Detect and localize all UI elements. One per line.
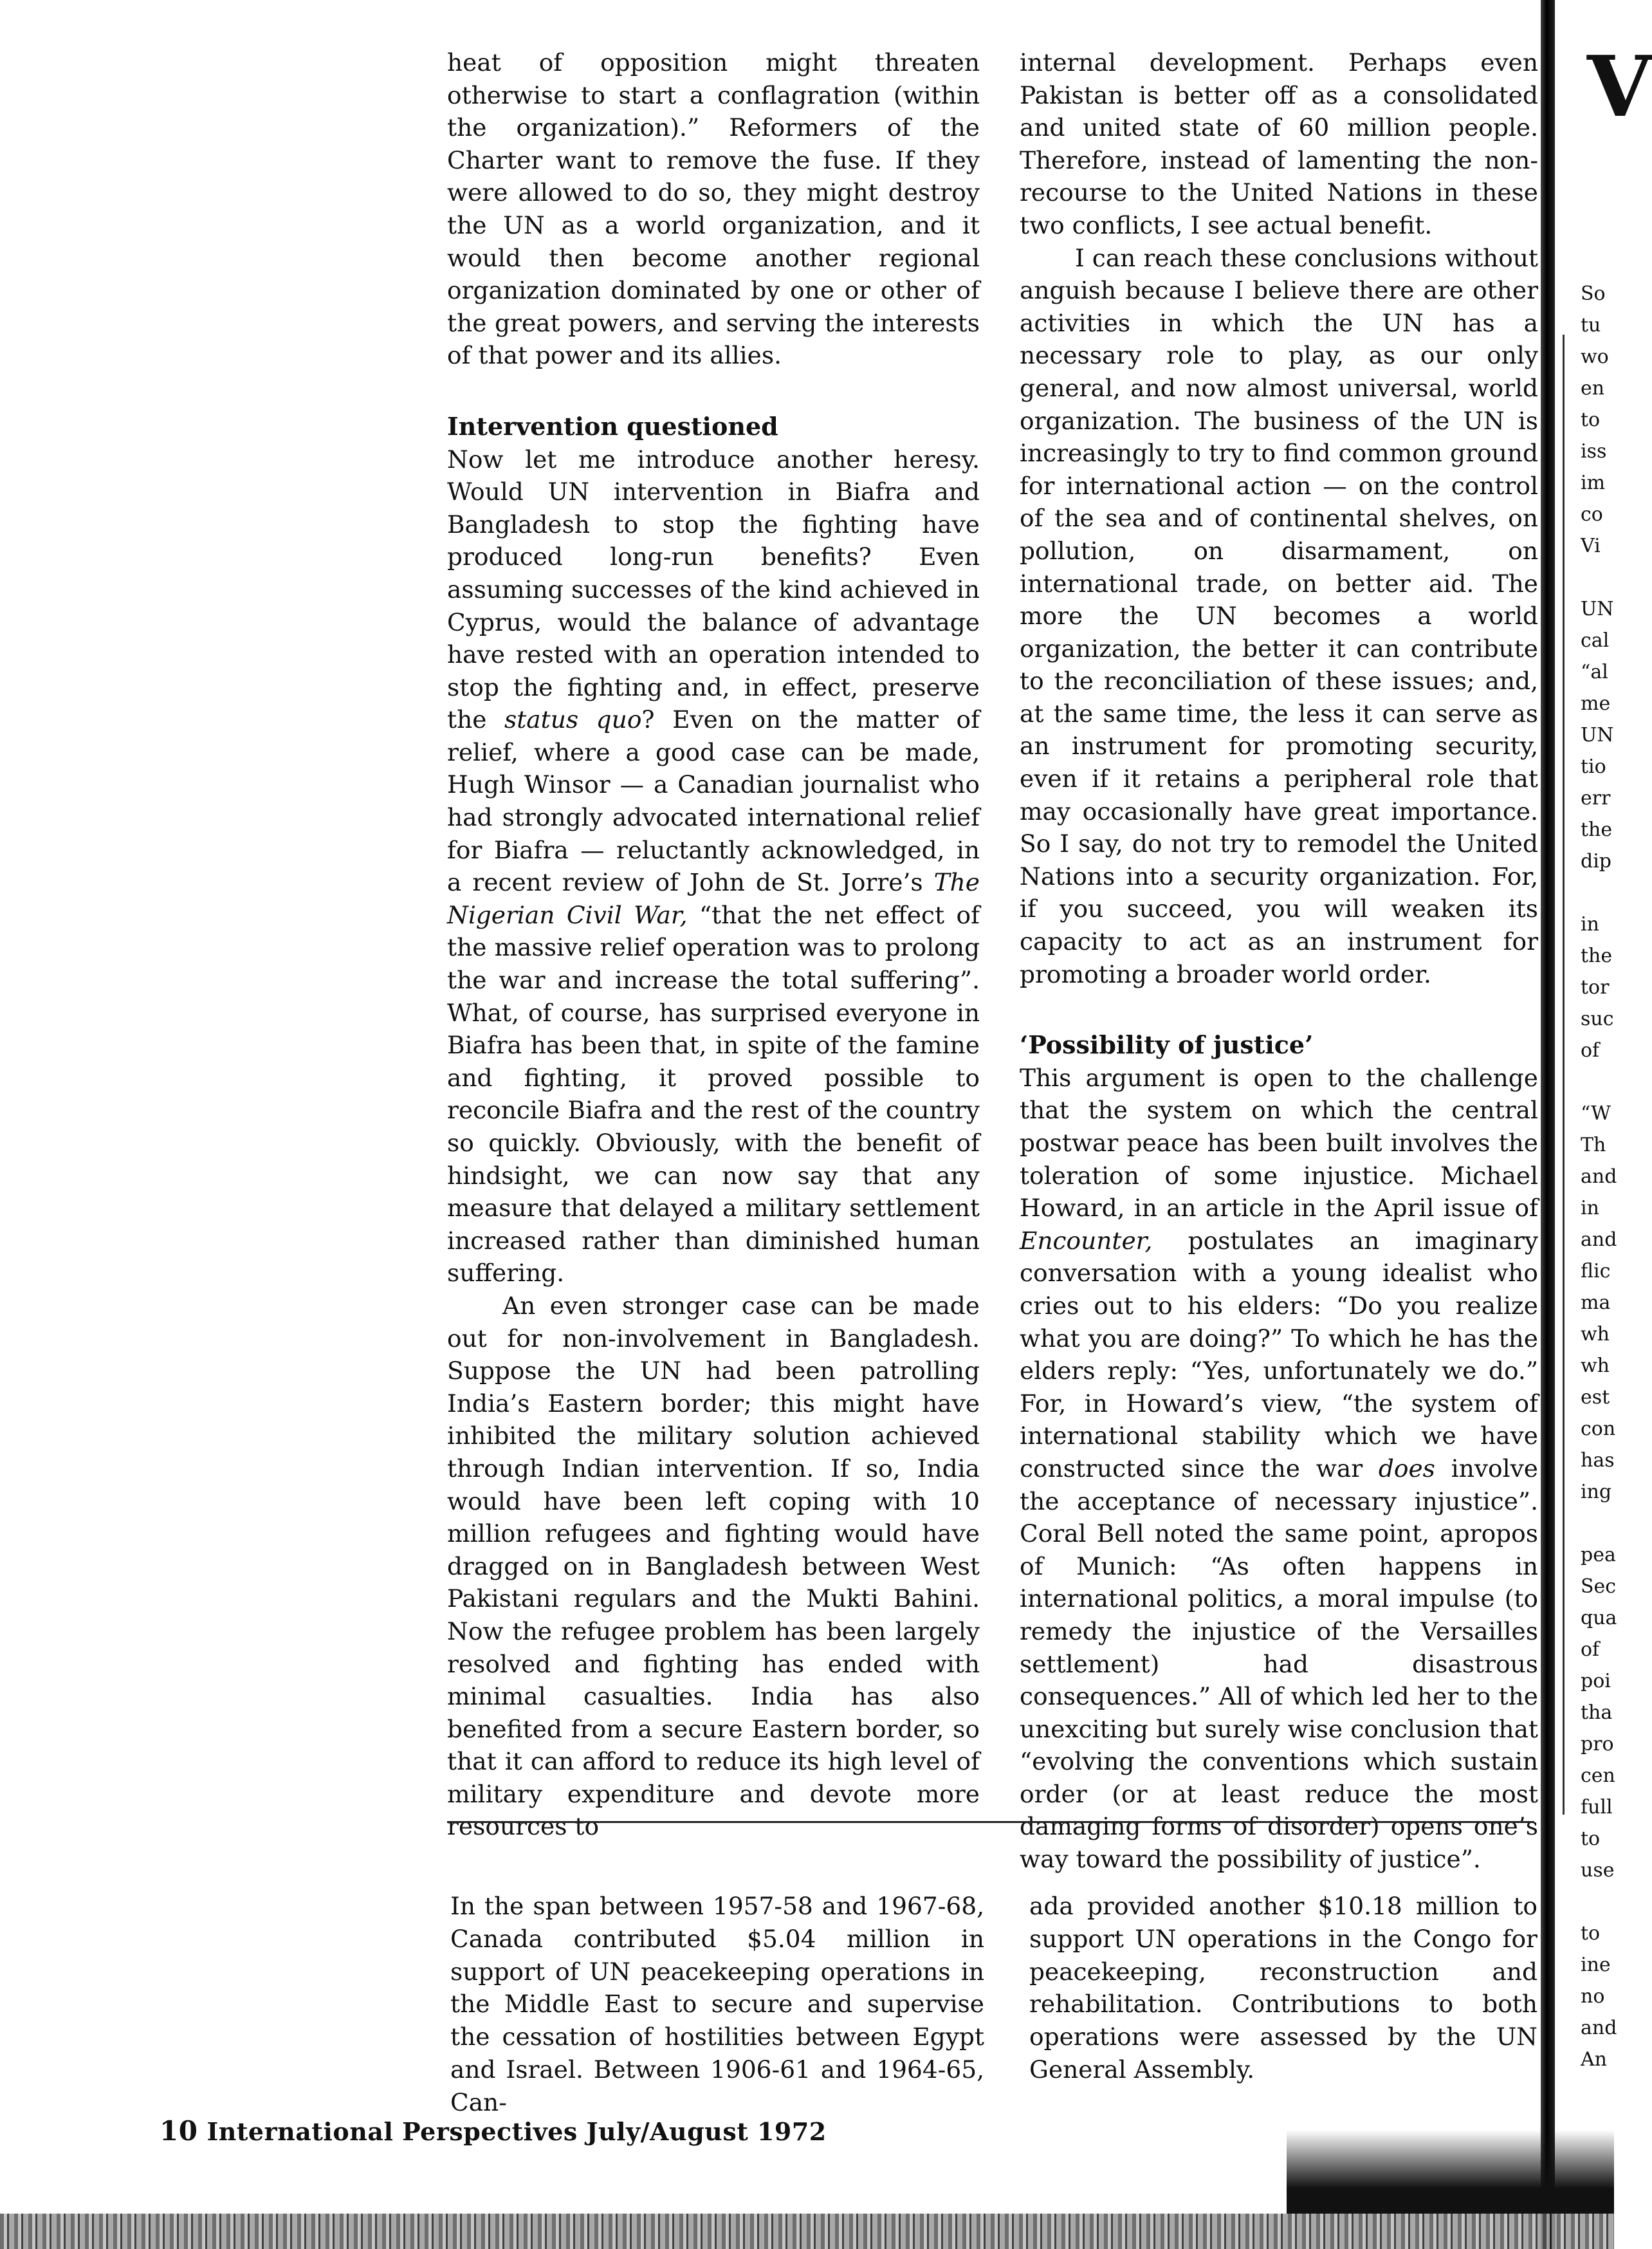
next-page-fragment-line: to — [1581, 1828, 1601, 1850]
next-page-fragment-line: pea — [1581, 1544, 1616, 1566]
right-paragraph-1: internal development. Perhaps even Pakistan is better off as a consolidated and united state of 60 million people. Therefore, instead of lamenting the non-recourse to the United Nations in these two conflicts, I see actual benefit. — [1020, 48, 1538, 239]
left-paragraph-2: Now let me introduce another heresy. Would UN intervention in Biafra and Bangladesh to stop the fighting have produced long-run benefits? Even assuming successes of the kind achieved in Cyprus, would the balance of advantage have rested with an operation intended to stop the fighting and, in effect, preserve the status quo? Even on the matter of relief, where a good case can be made, Hugh Winsor — a Canadian journalist who had strongly advocated international relief for Biafra — reluctantly acknowledged, in a recent review of John de St. Jorre’s The Nigerian Civil War, “that the net effect of the massive relief operation was to prolong the war and increase the total suffering”. What, of course, has surprised everyone in Biafra has been that, in spite of the famine and fighting, it proved possible to reconcile Biafra and the rest of the country so quickly. Obviously, with the benefit of hindsight, we can now say that any measure that delayed a military settlement increased rather than diminished human suffering. — [447, 445, 980, 1288]
next-page-fragment-line: ine — [1581, 1954, 1611, 1976]
next-page-fragment-line: “W — [1581, 1102, 1611, 1125]
heading-possibility-of-justice: ‘Possibility of justice’ — [1020, 1030, 1314, 1060]
next-page-fragment-line: to — [1581, 409, 1601, 431]
footnote-divider — [447, 1821, 1534, 1823]
next-page-fragment-line: cal — [1581, 629, 1610, 652]
next-page-fragment-line: full — [1581, 1796, 1613, 1819]
next-page-fragment-line: in — [1581, 913, 1599, 936]
next-page-fragment-line: of — [1581, 1039, 1600, 1062]
page-folio — [160, 2115, 827, 2147]
left-column — [447, 46, 980, 1843]
next-page-fragment-line: no — [1581, 1985, 1605, 2008]
next-page-fragment-line: im — [1581, 472, 1606, 494]
next-page-fragment-line: est — [1581, 1386, 1610, 1409]
next-page-fragment-line: poi — [1581, 1670, 1611, 1692]
next-page-fragment-line: “al — [1581, 661, 1608, 683]
next-page-fragment-line: iss — [1581, 440, 1607, 463]
next-page-fragment-line: in — [1581, 1197, 1599, 1219]
next-page-fragment-line: tu — [1581, 314, 1601, 337]
next-page-fragment-line: So — [1581, 282, 1606, 305]
next-page-fragment-line: and — [1581, 1165, 1617, 1188]
next-page-fragment-line: qua — [1581, 1607, 1617, 1629]
next-page-fragment-line: has — [1581, 1449, 1615, 1472]
next-page-fragment-line: and — [1581, 1228, 1617, 1251]
next-page-fragment-line: wo — [1581, 346, 1609, 368]
next-page-fragment-line: err — [1581, 787, 1611, 810]
next-page-fragment-line: of — [1581, 1638, 1600, 1661]
binding-gutter — [1541, 0, 1555, 2249]
next-page-fragment-line: the — [1581, 945, 1613, 967]
right-column — [1020, 46, 1538, 1876]
left-paragraph-1: heat of opposition might threaten otherwise to start a conflagration (within the organization).” Reformers of the Charter want to remove the fuse. If they were allowed to do so, they might destroy the UN as a world organization, and it would then become another regional organization dominated by one or other of the great powers, and serving the interests of that power and its allies. — [447, 48, 980, 370]
footnote-left: In the span between 1957-58 and 1967-68, Canada contributed $5.04 million in support of UN peacekeeping operations in the Middle East to secure and supervise the cessation of hostilities between Egypt and Israel. Between 1906-61 and 1964-65, Can- — [450, 1892, 984, 2116]
next-page-fragment-line: tio — [1581, 755, 1606, 778]
next-page-fragment-line: suc — [1581, 1008, 1614, 1030]
next-page-fragment-line: the — [1581, 819, 1613, 841]
next-page-fragment-line: tha — [1581, 1701, 1613, 1724]
next-page-fragment-line: and — [1581, 2017, 1617, 2039]
next-page-initial: V — [1587, 37, 1652, 136]
next-page-fragment-line: Vi — [1581, 535, 1601, 557]
next-page-fragment-line: Sec — [1581, 1575, 1617, 1598]
right-paragraph-3: This argument is open to the challenge that the system on which the central postwar peace has been built involves the toleration of some injustice. Michael Howard, in an article in the April issue of Encounter, postulates an imaginary conversation with a young idealist who cries out to his elders: “Do you realize what you are doing?” To which he has the elders reply: “Yes, unfortunately we do.” For, in Howard’s view, “the system of international stability which we have constructed since the war does involve the acceptance of necessary injustice”. Coral Bell noted the same point, apropos of Munich: “As often happens in international politics, a moral impulse (to remedy the injustice of the Versailles settlement) had disastrous consequences.” All of which led her to the unexciting but surely wise conclusion that “evolving the conventions which sustain order (or at least reduce the most damaging forms of disorder) opens one’s way toward the possibility of justice”. — [1020, 1063, 1538, 1874]
scan-edge — [0, 2214, 1614, 2249]
next-page-fragment-line: UN — [1581, 598, 1614, 620]
next-page-fragment-line: tor — [1581, 976, 1610, 999]
left-paragraph-3: An even stronger case can be made out for non-involvement in Bangladesh. Suppose the UN had been patrolling India’s Eastern border; this might have inhibited the military solution achieved through Indian intervention. If so, India would have been left coping with 10 million refugees and fighting would have dragged on in Bangladesh between West Pakistani regulars and the Mukti Bahini. Now the refugee problem has been largely resolved and fighting has ended with minimal casualties. India has also benefited from a secure Eastern border, so that it can afford to reduce its high level of military expenditure and devote more resources to — [447, 1291, 980, 1841]
next-page-fragment-line: ma — [1581, 1291, 1611, 1314]
running-title: International Perspectives July/August 1972 — [206, 2117, 827, 2146]
scan-shadow — [1287, 2130, 1614, 2214]
next-page-fragment-line: wh — [1581, 1323, 1610, 1346]
next-page-fragment-line: flic — [1581, 1260, 1611, 1282]
next-page-fragment-line: co — [1581, 503, 1603, 526]
next-page-fragment-line: wh — [1581, 1355, 1610, 1377]
heading-intervention-questioned: Intervention questioned — [447, 411, 778, 441]
next-page-fragment-line: An — [1581, 2048, 1607, 2071]
next-page-fragment-line: con — [1581, 1418, 1616, 1440]
next-page-fragment — [1555, 0, 1652, 2249]
next-page-fragment-line: me — [1581, 692, 1611, 715]
next-page-fragment-line: ing — [1581, 1481, 1612, 1503]
next-page-fragment-line: Th — [1581, 1134, 1606, 1156]
footnote-right: ada provided another $10.18 million to support UN operations in the Congo for peacekeeping, reconstruction and rehabilitation. Contributions to both operations were assessed by the UN General Assembly. — [1029, 1892, 1537, 2084]
next-page-fragment-line: to — [1581, 1922, 1601, 1945]
next-page-fragment-line: dip — [1581, 850, 1612, 873]
next-page-fragment-line: cen — [1581, 1764, 1615, 1787]
next-page-fragment-line: en — [1581, 377, 1605, 400]
next-page-margin-line — [1563, 335, 1565, 1815]
next-page-fragment-line: pro — [1581, 1733, 1614, 1755]
right-paragraph-2: I can reach these conclusions without anguish because I believe there are other activities in which the UN has a necessary role to play, as our only general, and now almost universal, world organization. The business of the UN is increasingly to try to find common ground for international action — on the control of the sea and of continental shelves, on pollution, on disarmament, on international trade, on better aid. The more the UN becomes a world organization, the better it can contribute to the reconciliation of these issues; and, at the same time, the less it can serve as an instrument for promoting security, even if it retains a peripheral role that may occasionally have great importance. So I say, do not try to remodel the United Nations into a security organization. For, if you succeed, you will weaken its capacity to act as an instrument for promoting a broader world order. — [1020, 243, 1538, 988]
next-page-fragment-line: use — [1581, 1859, 1615, 1882]
next-page-fragment-line: UN — [1581, 724, 1614, 746]
page-number: 10 — [160, 2115, 198, 2147]
